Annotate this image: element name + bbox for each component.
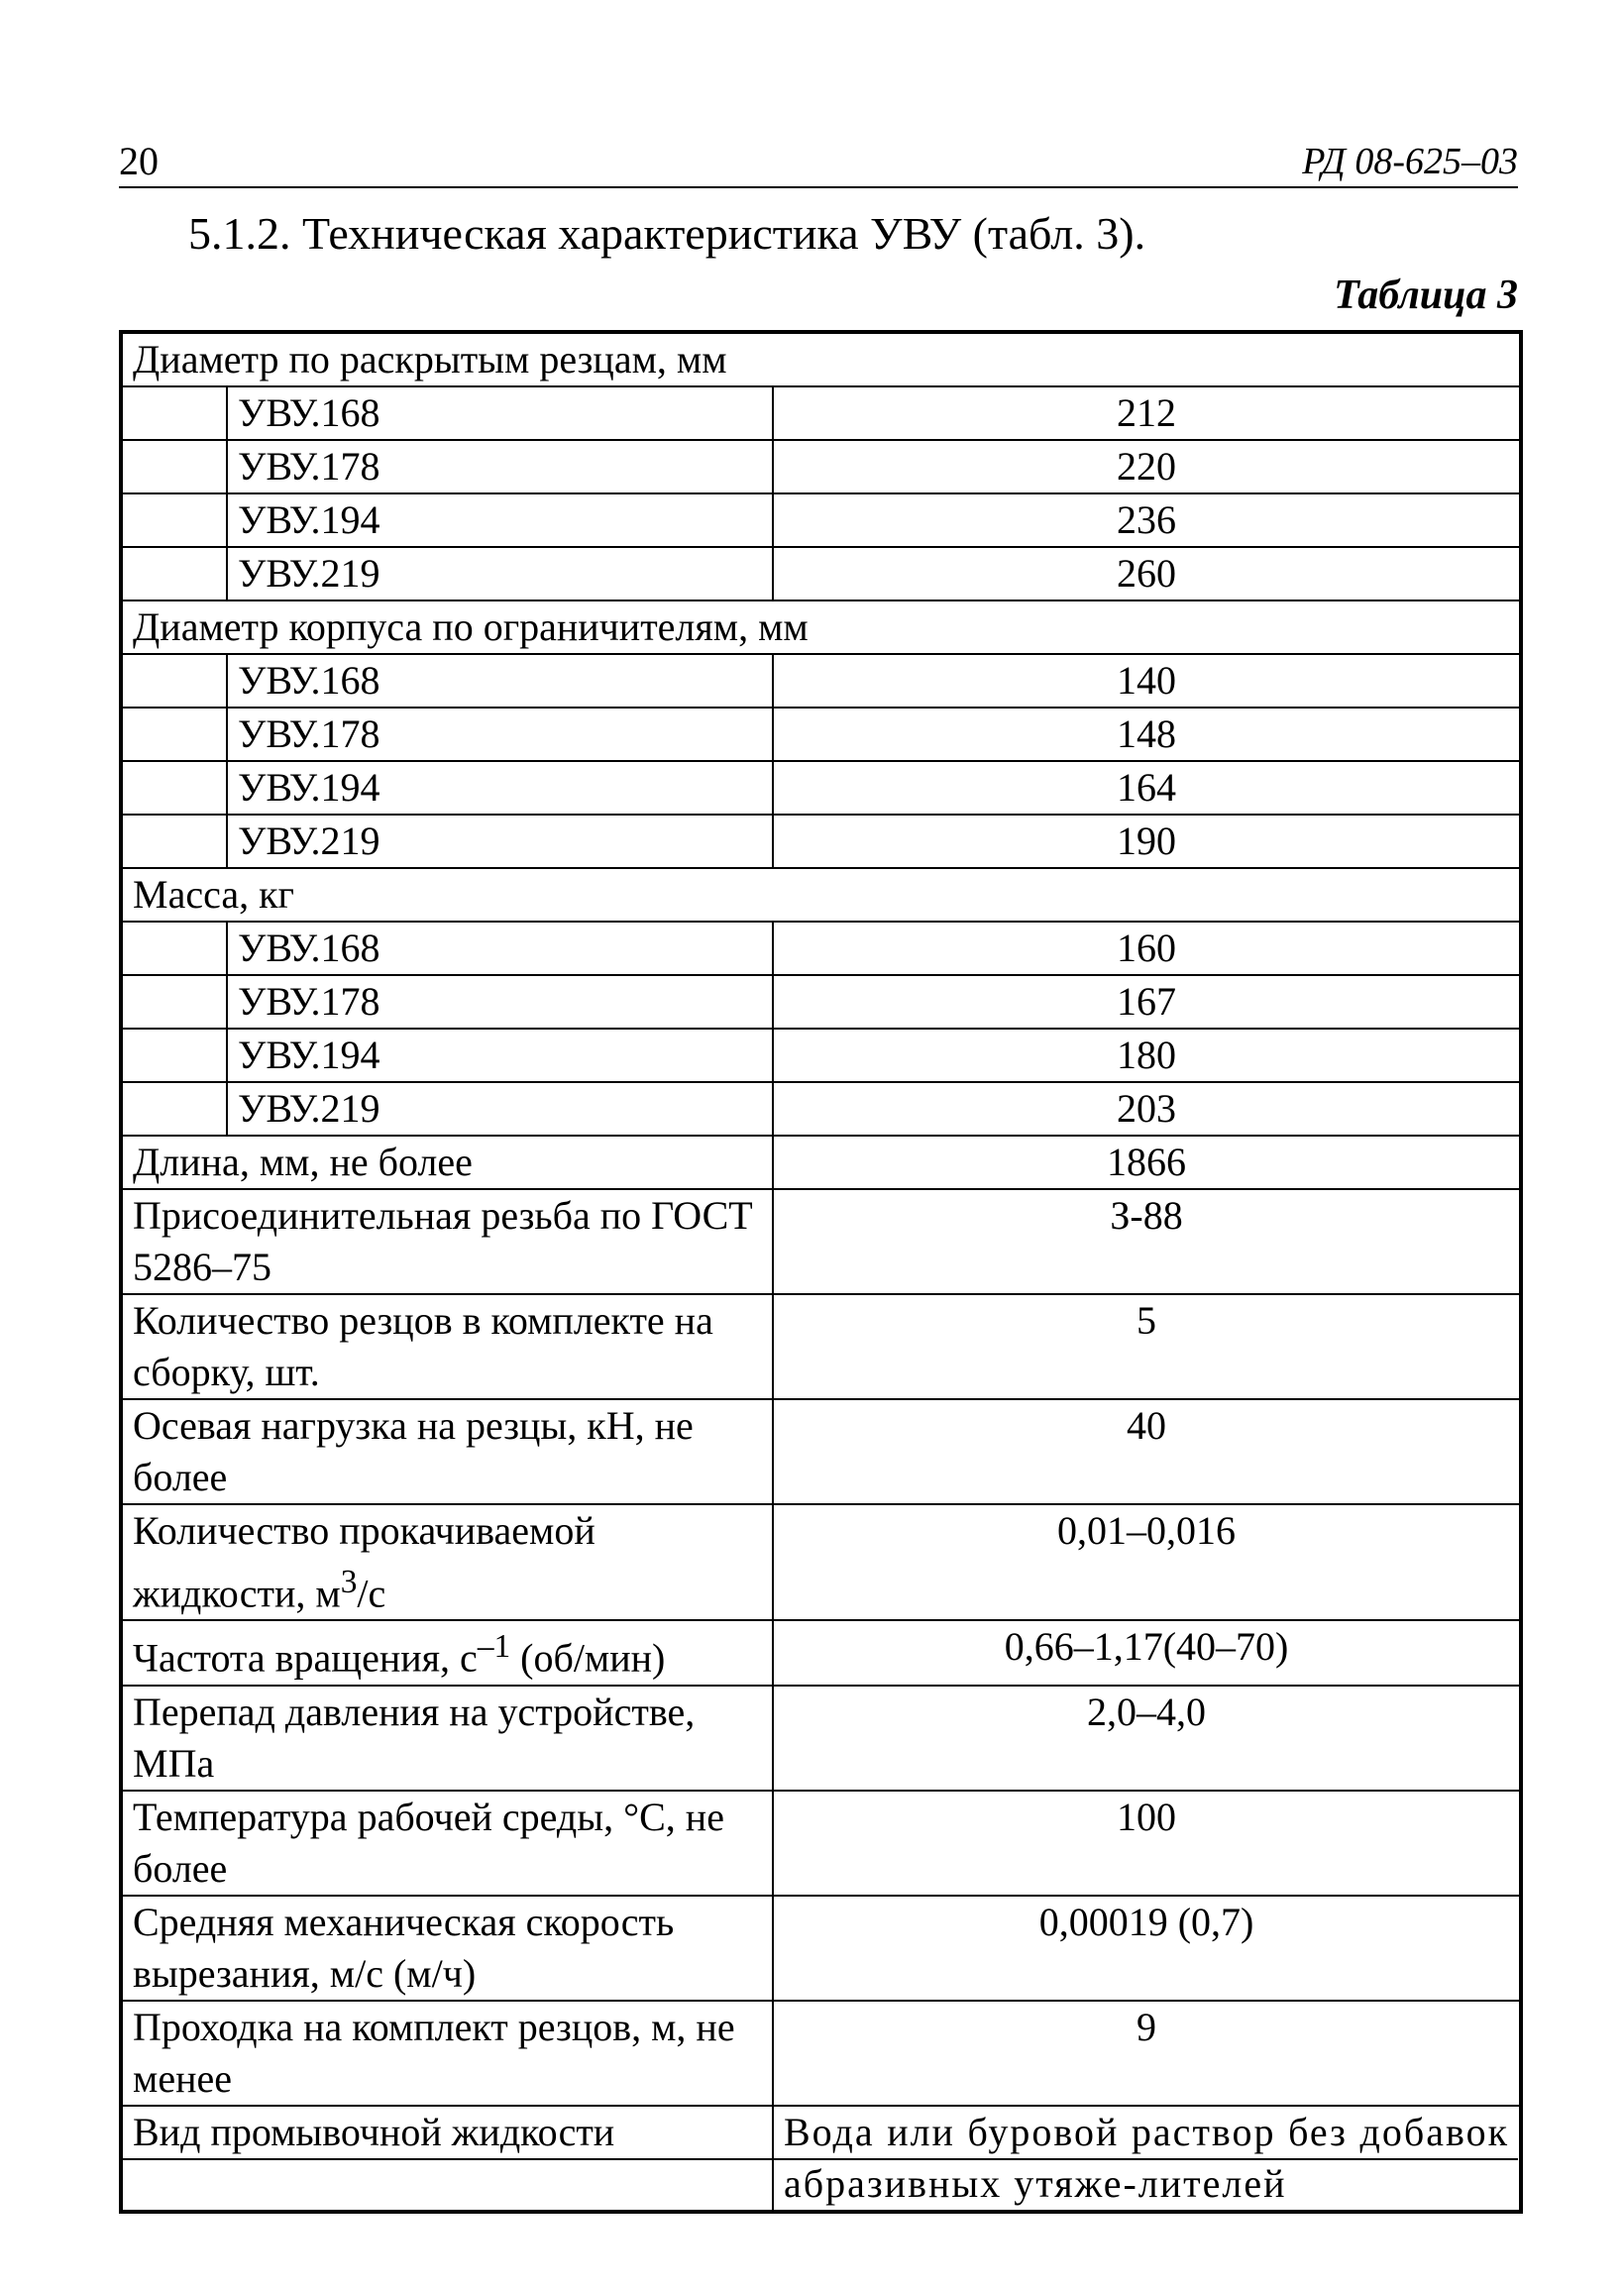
- parameter-row: [121, 1686, 1521, 1791]
- parameter-label: Количество резцов в комплекте на сборку, шт.: [121, 1294, 773, 1399]
- indent-cell: [121, 922, 227, 975]
- parameter-label: Температура рабочей среды, °С, не более: [121, 1791, 773, 1896]
- value-cell: 212: [773, 386, 1521, 440]
- parameter-row: [121, 1791, 1521, 1896]
- model-cell: УВУ.178: [227, 975, 773, 1029]
- value-cell: 190: [773, 815, 1521, 868]
- table-row: [121, 386, 1521, 440]
- group-header-row: [121, 868, 1521, 922]
- parameter-label: Вид промывочной жидкости: [121, 2106, 773, 2212]
- table-row: [121, 440, 1521, 493]
- model-cell: УВУ.219: [227, 815, 773, 868]
- table-row: [121, 975, 1521, 1029]
- value-cell: 148: [773, 708, 1521, 761]
- indent-cell: [121, 547, 227, 600]
- group-title: Масса, кг: [121, 868, 1521, 922]
- parameter-label: Длина, мм, не более: [121, 1136, 773, 1189]
- page-header: [119, 137, 1518, 188]
- table-row: [121, 1082, 1521, 1136]
- model-cell: УВУ.168: [227, 654, 773, 708]
- parameter-value: З-88: [773, 1189, 1521, 1294]
- parameter-value: 0,66–1,17(40–70): [773, 1620, 1521, 1685]
- table-row: [121, 547, 1521, 600]
- parameter-value: 0,01–0,016: [773, 1504, 1521, 1620]
- indent-cell: [121, 386, 227, 440]
- specification-table: [119, 330, 1523, 2214]
- model-cell: УВУ.178: [227, 440, 773, 493]
- model-cell: УВУ.194: [227, 761, 773, 815]
- model-cell: УВУ.178: [227, 708, 773, 761]
- indent-cell: [121, 1029, 227, 1082]
- parameter-value: 0,00019 (0,7): [773, 1896, 1521, 2001]
- parameter-value: 100: [773, 1791, 1521, 1896]
- indent-cell: [121, 708, 227, 761]
- indent-cell: [121, 440, 227, 493]
- parameter-value: 1866: [773, 1136, 1521, 1189]
- value-cell: 203: [773, 1082, 1521, 1136]
- parameter-row: [121, 1504, 1521, 1620]
- group-header-row: [121, 600, 1521, 654]
- value-cell: 140: [773, 654, 1521, 708]
- parameter-label: Количество прокачиваемой жидкости, $м^3/с$: [121, 1504, 773, 1620]
- footer-rule: [119, 2158, 1518, 2160]
- indent-cell: [121, 654, 227, 708]
- parameter-label: Осевая нагрузка на резцы, кН, не более: [121, 1399, 773, 1504]
- parameter-row: [121, 1294, 1521, 1399]
- table-row: [121, 815, 1521, 868]
- parameter-value: 9: [773, 2001, 1521, 2106]
- section-heading: 5.1.2. Техническая характеристика УВУ (табл. 3).: [188, 208, 1146, 259]
- model-cell: УВУ.219: [227, 1082, 773, 1136]
- parameter-row: [121, 1620, 1521, 1685]
- parameter-row: [121, 2001, 1521, 2106]
- indent-cell: [121, 975, 227, 1029]
- value-cell: 167: [773, 975, 1521, 1029]
- parameter-row: [121, 1136, 1521, 1189]
- table-caption: Таблица 3: [1334, 273, 1518, 318]
- parameter-label: Перепад давления на устройстве, МПа: [121, 1686, 773, 1791]
- page-number: 20: [119, 139, 159, 183]
- model-cell: УВУ.194: [227, 493, 773, 547]
- model-cell: УВУ.194: [227, 1029, 773, 1082]
- group-header-row: [121, 332, 1521, 386]
- group-title: Диаметр по раскрытым резцам, мм: [121, 332, 1521, 386]
- parameter-row: [121, 1896, 1521, 2001]
- parameter-value: 5: [773, 1294, 1521, 1399]
- parameter-row: [121, 1189, 1521, 1294]
- value-cell: 160: [773, 922, 1521, 975]
- parameter-row: [121, 1399, 1521, 1504]
- model-cell: УВУ.168: [227, 386, 773, 440]
- indent-cell: [121, 1082, 227, 1136]
- group-title: Диаметр корпуса по ограничителям, мм: [121, 600, 1521, 654]
- parameter-label: Проходка на комплект резцов, м, не менее: [121, 2001, 773, 2106]
- parameter-value: Вода или буровой раствор без добавок абразивных утяже-лителей: [773, 2106, 1521, 2212]
- value-cell: 260: [773, 547, 1521, 600]
- parameter-label: Присоединительная резьба по ГОСТ 5286–75: [121, 1189, 773, 1294]
- parameter-label: Частота вращения, $с^{-1}$ (об/мин): [121, 1620, 773, 1685]
- value-cell: 220: [773, 440, 1521, 493]
- table-row: [121, 1029, 1521, 1082]
- indent-cell: [121, 815, 227, 868]
- table-row: [121, 922, 1521, 975]
- indent-cell: [121, 493, 227, 547]
- model-cell: УВУ.168: [227, 922, 773, 975]
- model-cell: УВУ.219: [227, 547, 773, 600]
- parameter-value: 2,0–4,0: [773, 1686, 1521, 1791]
- parameter-value: 40: [773, 1399, 1521, 1504]
- table-row: [121, 654, 1521, 708]
- indent-cell: [121, 761, 227, 815]
- value-cell: 164: [773, 761, 1521, 815]
- table-row: [121, 761, 1521, 815]
- value-cell: 180: [773, 1029, 1521, 1082]
- value-cell: 236: [773, 493, 1521, 547]
- document-code: РД 08-625–03: [1302, 141, 1518, 182]
- specification-table-body: [121, 332, 1521, 2212]
- table-row: [121, 493, 1521, 547]
- table-row: [121, 708, 1521, 761]
- parameter-label: Средняя механическая скорость вырезания, м/с (м/ч): [121, 1896, 773, 2001]
